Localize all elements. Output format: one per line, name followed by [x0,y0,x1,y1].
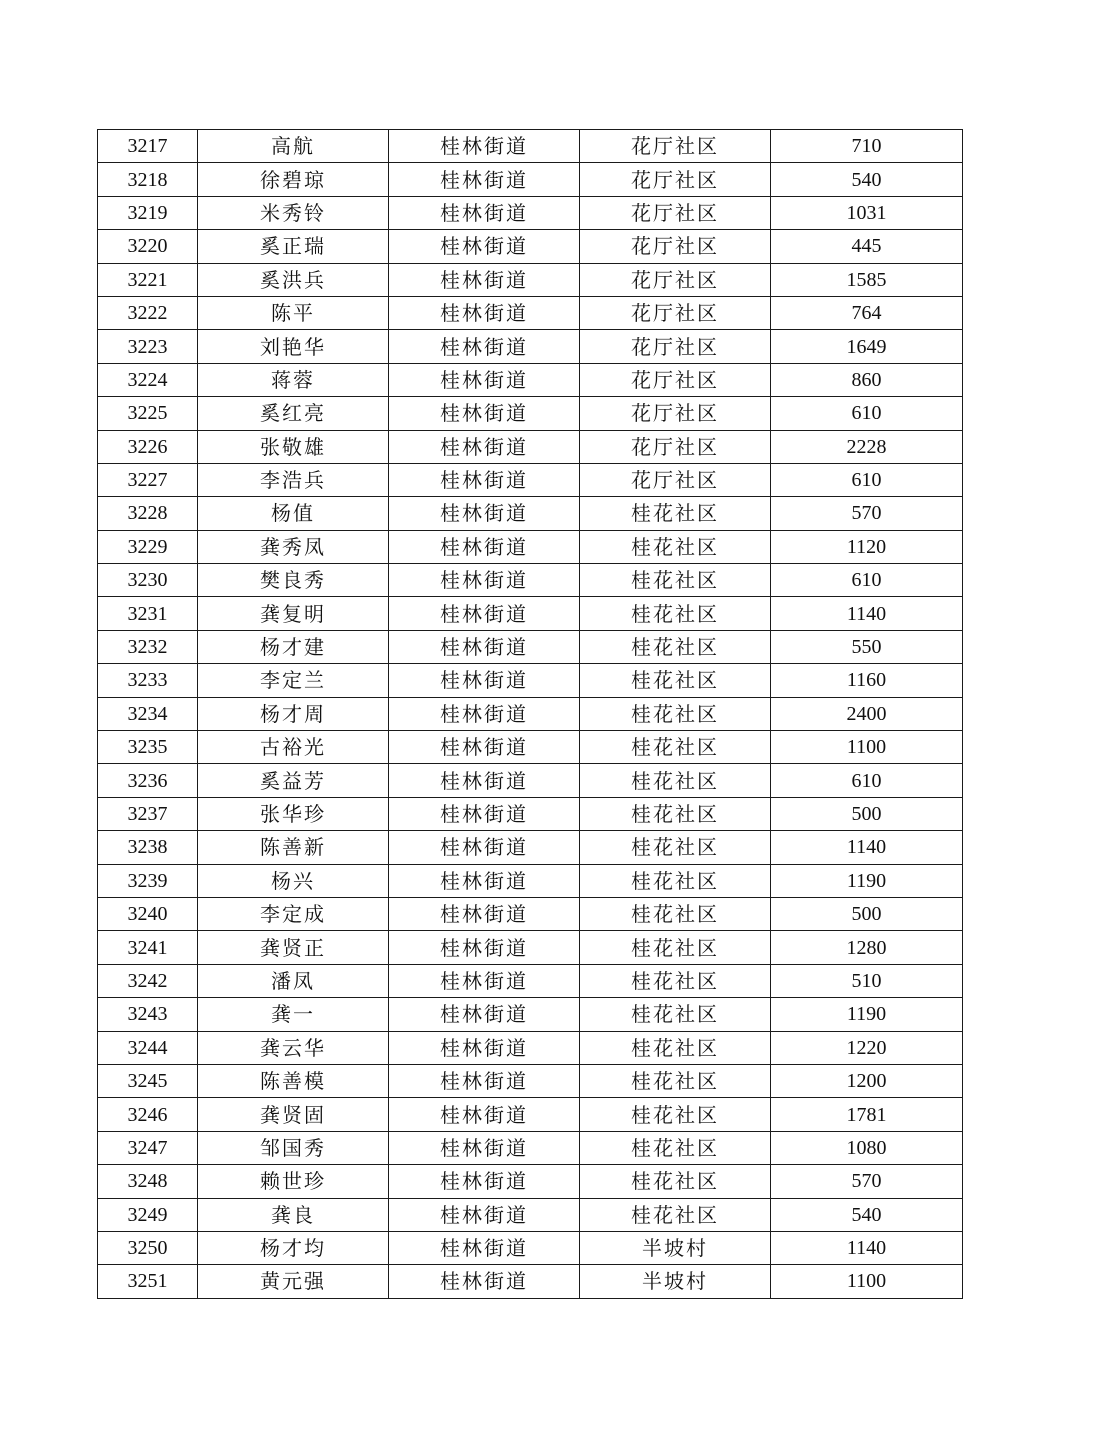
row-id-cell: 3236 [98,764,198,797]
amount-cell: 540 [771,1198,963,1231]
row-id-cell: 3244 [98,1031,198,1064]
amount-cell: 570 [771,1165,963,1198]
street-cell: 桂林街道 [389,1064,580,1097]
street-cell: 桂林街道 [389,463,580,496]
amount-cell: 1585 [771,263,963,296]
row-id-cell: 3229 [98,530,198,563]
amount-cell: 764 [771,296,963,329]
amount-cell: 510 [771,964,963,997]
street-cell: 桂林街道 [389,998,580,1031]
person-name-cell: 樊良秀 [198,564,389,597]
person-name-cell: 奚益芳 [198,764,389,797]
table-row [98,330,963,363]
amount-cell: 1140 [771,1231,963,1264]
table-row [98,998,963,1031]
amount-cell: 445 [771,230,963,263]
amount-cell: 1100 [771,731,963,764]
community-cell: 桂花社区 [580,897,771,930]
person-name-cell: 龚贤正 [198,931,389,964]
street-cell: 桂林街道 [389,831,580,864]
row-id-cell: 3237 [98,797,198,830]
table-row [98,463,963,496]
amount-cell: 2228 [771,430,963,463]
amount-cell: 860 [771,363,963,396]
amount-cell: 710 [771,130,963,163]
street-cell: 桂林街道 [389,697,580,730]
row-id-cell: 3221 [98,263,198,296]
amount-cell: 570 [771,497,963,530]
table-row [98,1064,963,1097]
row-id-cell: 3226 [98,430,198,463]
community-cell: 桂花社区 [580,597,771,630]
person-name-cell: 米秀铃 [198,196,389,229]
row-id-cell: 3225 [98,397,198,430]
row-id-cell: 3239 [98,864,198,897]
row-id-cell: 3234 [98,697,198,730]
table-row [98,931,963,964]
person-name-cell: 龚云华 [198,1031,389,1064]
street-cell: 桂林街道 [389,530,580,563]
amount-cell: 1080 [771,1131,963,1164]
table-row [98,1265,963,1298]
street-cell: 桂林街道 [389,797,580,830]
community-cell: 花厅社区 [580,296,771,329]
row-id-cell: 3243 [98,998,198,1031]
table-row [98,1098,963,1131]
amount-cell: 2400 [771,697,963,730]
person-name-cell: 陈善新 [198,831,389,864]
amount-cell: 1220 [771,1031,963,1064]
table-row [98,296,963,329]
amount-cell: 1200 [771,1064,963,1097]
community-cell: 花厅社区 [580,196,771,229]
table-row [98,196,963,229]
amount-cell: 610 [771,463,963,496]
row-id-cell: 3247 [98,1131,198,1164]
amount-cell: 1140 [771,597,963,630]
street-cell: 桂林街道 [389,130,580,163]
street-cell: 桂林街道 [389,597,580,630]
amount-cell: 1649 [771,330,963,363]
table-row [98,697,963,730]
community-cell: 桂花社区 [580,998,771,1031]
person-name-cell: 张敬雄 [198,430,389,463]
community-cell: 桂花社区 [580,564,771,597]
table-row [98,731,963,764]
table-row [98,897,963,930]
street-cell: 桂林街道 [389,564,580,597]
row-id-cell: 3231 [98,597,198,630]
table-row [98,831,963,864]
street-cell: 桂林街道 [389,664,580,697]
roster-table [97,129,963,1299]
street-cell: 桂林街道 [389,1165,580,1198]
row-id-cell: 3230 [98,564,198,597]
community-cell: 花厅社区 [580,263,771,296]
amount-cell: 610 [771,397,963,430]
table-row [98,230,963,263]
amount-cell: 1120 [771,530,963,563]
amount-cell: 500 [771,797,963,830]
community-cell: 桂花社区 [580,931,771,964]
person-name-cell: 李定成 [198,897,389,930]
street-cell: 桂林街道 [389,1098,580,1131]
person-name-cell: 杨才建 [198,630,389,663]
table-row [98,430,963,463]
table-row [98,797,963,830]
person-name-cell: 杨才均 [198,1231,389,1264]
community-cell: 花厅社区 [580,463,771,496]
person-name-cell: 赖世珍 [198,1165,389,1198]
row-id-cell: 3227 [98,463,198,496]
row-id-cell: 3245 [98,1064,198,1097]
community-cell: 桂花社区 [580,530,771,563]
street-cell: 桂林街道 [389,964,580,997]
row-id-cell: 3224 [98,363,198,396]
street-cell: 桂林街道 [389,864,580,897]
table-row [98,363,963,396]
person-name-cell: 潘凤 [198,964,389,997]
community-cell: 桂花社区 [580,731,771,764]
row-id-cell: 3249 [98,1198,198,1231]
table-row [98,397,963,430]
street-cell: 桂林街道 [389,497,580,530]
table-row [98,497,963,530]
row-id-cell: 3241 [98,931,198,964]
community-cell: 花厅社区 [580,397,771,430]
community-cell: 花厅社区 [580,130,771,163]
street-cell: 桂林街道 [389,296,580,329]
amount-cell: 500 [771,897,963,930]
table-row [98,1031,963,1064]
amount-cell: 1140 [771,831,963,864]
amount-cell: 1280 [771,931,963,964]
row-id-cell: 3223 [98,330,198,363]
person-name-cell: 龚一 [198,998,389,1031]
street-cell: 桂林街道 [389,397,580,430]
row-id-cell: 3222 [98,296,198,329]
table-row [98,1165,963,1198]
community-cell: 桂花社区 [580,664,771,697]
street-cell: 桂林街道 [389,1131,580,1164]
street-cell: 桂林街道 [389,630,580,663]
community-cell: 桂花社区 [580,864,771,897]
street-cell: 桂林街道 [389,230,580,263]
person-name-cell: 李定兰 [198,664,389,697]
community-cell: 桂花社区 [580,764,771,797]
row-id-cell: 3251 [98,1265,198,1298]
person-name-cell: 蒋蓉 [198,363,389,396]
person-name-cell: 龚复明 [198,597,389,630]
community-cell: 花厅社区 [580,430,771,463]
row-id-cell: 3228 [98,497,198,530]
street-cell: 桂林街道 [389,163,580,196]
community-cell: 半坡村 [580,1265,771,1298]
person-name-cell: 古裕光 [198,731,389,764]
amount-cell: 1031 [771,196,963,229]
street-cell: 桂林街道 [389,263,580,296]
community-cell: 桂花社区 [580,1064,771,1097]
table-row [98,1231,963,1264]
street-cell: 桂林街道 [389,1265,580,1298]
street-cell: 桂林街道 [389,363,580,396]
person-name-cell: 高航 [198,130,389,163]
table-row [98,530,963,563]
street-cell: 桂林街道 [389,931,580,964]
street-cell: 桂林街道 [389,196,580,229]
street-cell: 桂林街道 [389,731,580,764]
table-row [98,263,963,296]
community-cell: 桂花社区 [580,831,771,864]
row-id-cell: 3242 [98,964,198,997]
amount-cell: 610 [771,564,963,597]
community-cell: 花厅社区 [580,363,771,396]
street-cell: 桂林街道 [389,1231,580,1264]
row-id-cell: 3235 [98,731,198,764]
row-id-cell: 3233 [98,664,198,697]
community-cell: 桂花社区 [580,1031,771,1064]
person-name-cell: 奚正瑞 [198,230,389,263]
community-cell: 桂花社区 [580,1198,771,1231]
street-cell: 桂林街道 [389,897,580,930]
table-row [98,597,963,630]
row-id-cell: 3250 [98,1231,198,1264]
person-name-cell: 奚红亮 [198,397,389,430]
person-name-cell: 李浩兵 [198,463,389,496]
person-name-cell: 张华珍 [198,797,389,830]
community-cell: 桂花社区 [580,1131,771,1164]
community-cell: 桂花社区 [580,797,771,830]
amount-cell: 1160 [771,664,963,697]
table-row [98,1131,963,1164]
amount-cell: 550 [771,630,963,663]
table-row [98,130,963,163]
amount-cell: 1781 [771,1098,963,1131]
person-name-cell: 陈善模 [198,1064,389,1097]
street-cell: 桂林街道 [389,1198,580,1231]
person-name-cell: 陈平 [198,296,389,329]
person-name-cell: 龚良 [198,1198,389,1231]
table-row [98,964,963,997]
row-id-cell: 3217 [98,130,198,163]
person-name-cell: 邹国秀 [198,1131,389,1164]
community-cell: 桂花社区 [580,630,771,663]
person-name-cell: 龚秀凤 [198,530,389,563]
community-cell: 半坡村 [580,1231,771,1264]
person-name-cell: 龚贤固 [198,1098,389,1131]
person-name-cell: 杨值 [198,497,389,530]
amount-cell: 610 [771,764,963,797]
roster-table-body [98,130,963,1299]
row-id-cell: 3220 [98,230,198,263]
amount-cell: 540 [771,163,963,196]
community-cell: 桂花社区 [580,697,771,730]
person-name-cell: 黄元强 [198,1265,389,1298]
community-cell: 桂花社区 [580,964,771,997]
community-cell: 桂花社区 [580,497,771,530]
table-row [98,630,963,663]
person-name-cell: 杨兴 [198,864,389,897]
table-row [98,764,963,797]
person-name-cell: 徐碧琼 [198,163,389,196]
amount-cell: 1190 [771,864,963,897]
person-name-cell: 刘艳华 [198,330,389,363]
amount-cell: 1190 [771,998,963,1031]
table-row [98,664,963,697]
row-id-cell: 3240 [98,897,198,930]
table-row [98,564,963,597]
community-cell: 花厅社区 [580,163,771,196]
street-cell: 桂林街道 [389,1031,580,1064]
community-cell: 花厅社区 [580,230,771,263]
table-row [98,1198,963,1231]
row-id-cell: 3238 [98,831,198,864]
amount-cell: 1100 [771,1265,963,1298]
street-cell: 桂林街道 [389,430,580,463]
table-row [98,864,963,897]
row-id-cell: 3232 [98,630,198,663]
community-cell: 花厅社区 [580,330,771,363]
community-cell: 桂花社区 [580,1098,771,1131]
community-cell: 桂花社区 [580,1165,771,1198]
table-row [98,163,963,196]
row-id-cell: 3248 [98,1165,198,1198]
row-id-cell: 3218 [98,163,198,196]
street-cell: 桂林街道 [389,764,580,797]
row-id-cell: 3219 [98,196,198,229]
row-id-cell: 3246 [98,1098,198,1131]
street-cell: 桂林街道 [389,330,580,363]
person-name-cell: 奚洪兵 [198,263,389,296]
person-name-cell: 杨才周 [198,697,389,730]
